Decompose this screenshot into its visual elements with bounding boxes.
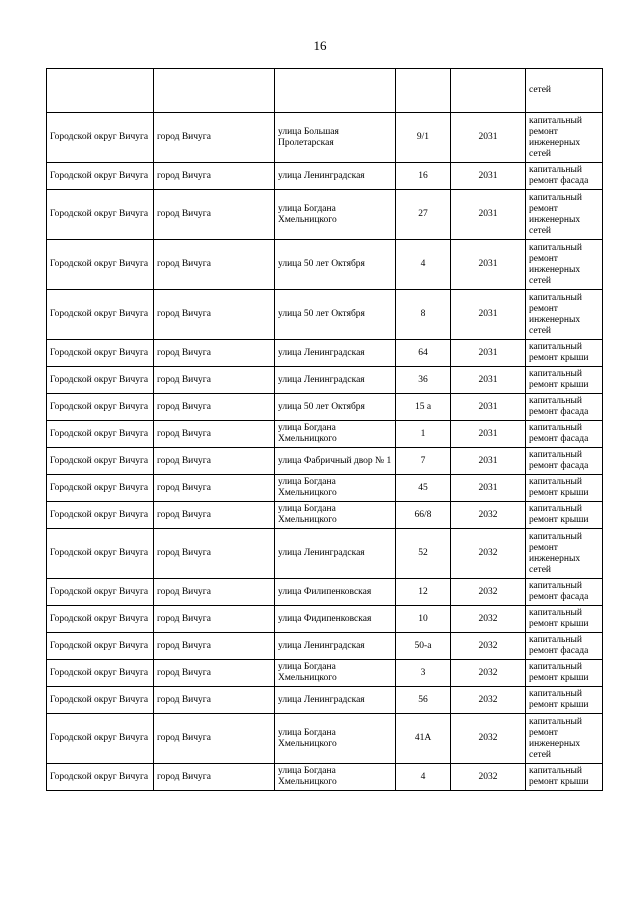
year-cell: 2031 <box>451 290 526 340</box>
settlement-cell: город Вичуга <box>154 163 275 190</box>
table-row <box>47 394 603 421</box>
table-row <box>47 340 603 367</box>
work-cell: капитальный ремонт фасада <box>526 579 603 606</box>
work-cell: сетей <box>526 69 603 113</box>
work-cell: капитальный ремонт фасада <box>526 163 603 190</box>
work-cell: капитальный ремонт инженерных сетей <box>526 113 603 163</box>
street-cell: улица Богдана Хмельницкого <box>275 714 396 764</box>
municipality-cell: Городской округ Вичуга <box>47 660 154 687</box>
street-cell: улица Ленинградская <box>275 687 396 714</box>
work-cell: капитальный ремонт инженерных сетей <box>526 714 603 764</box>
house-cell: 4 <box>396 240 451 290</box>
work-cell: капитальный ремонт крыши <box>526 687 603 714</box>
settlement-cell: город Вичуга <box>154 290 275 340</box>
table-row <box>47 163 603 190</box>
year-cell: 2031 <box>451 421 526 448</box>
year-cell: 2031 <box>451 113 526 163</box>
settlement-cell: город Вичуга <box>154 660 275 687</box>
street-cell: улица Богдана Хмельницкого <box>275 190 396 240</box>
street-cell: улица Ленинградская <box>275 340 396 367</box>
house-cell: 12 <box>396 579 451 606</box>
work-cell: капитальный ремонт крыши <box>526 660 603 687</box>
work-cell: капитальный ремонт фасада <box>526 633 603 660</box>
street-cell: улица Ленинградская <box>275 633 396 660</box>
settlement-cell: город Вичуга <box>154 502 275 529</box>
house-cell: 56 <box>396 687 451 714</box>
registry-table <box>46 68 603 791</box>
house-cell: 36 <box>396 367 451 394</box>
page-number: 16 <box>313 38 327 53</box>
settlement-cell: город Вичуга <box>154 633 275 660</box>
street-cell: улица Богдана Хмельницкого <box>275 502 396 529</box>
municipality-cell: Городской округ Вичуга <box>47 475 154 502</box>
year-cell: 2032 <box>451 764 526 791</box>
house-cell: 27 <box>396 190 451 240</box>
year-cell: 2031 <box>451 394 526 421</box>
settlement-cell: город Вичуга <box>154 394 275 421</box>
street-cell: улица Филипенковская <box>275 579 396 606</box>
work-cell: капитальный ремонт крыши <box>526 606 603 633</box>
settlement-cell: город Вичуга <box>154 448 275 475</box>
municipality-cell: Городской округ Вичуга <box>47 421 154 448</box>
house-cell: 4 <box>396 764 451 791</box>
table-row <box>47 475 603 502</box>
house-cell: 41А <box>396 714 451 764</box>
settlement-cell: город Вичуга <box>154 421 275 448</box>
municipality-cell: Городской округ Вичуга <box>47 633 154 660</box>
street-cell: улица Ленинградская <box>275 529 396 579</box>
work-cell: капитальный ремонт фасада <box>526 394 603 421</box>
house-cell: 7 <box>396 448 451 475</box>
street-cell: улица Фабричный двор № 1 <box>275 448 396 475</box>
street-cell: улица 50 лет Октября <box>275 240 396 290</box>
house-cell: 16 <box>396 163 451 190</box>
table-row <box>47 240 603 290</box>
municipality-cell: Городской округ Вичуга <box>47 190 154 240</box>
year-cell: 2031 <box>451 240 526 290</box>
municipality-cell: Городской округ Вичуга <box>47 687 154 714</box>
street-cell: улица Ленинградская <box>275 163 396 190</box>
year-cell: 2031 <box>451 190 526 240</box>
work-cell: капитальный ремонт крыши <box>526 475 603 502</box>
year-cell: 2032 <box>451 606 526 633</box>
work-cell: капитальный ремонт крыши <box>526 340 603 367</box>
municipality-cell: Городской округ Вичуга <box>47 764 154 791</box>
table-row <box>47 714 603 764</box>
table-row <box>47 502 603 529</box>
street-cell: улица Богдана Хмельницкого <box>275 421 396 448</box>
municipality-cell: Городской округ Вичуга <box>47 367 154 394</box>
settlement-cell: город Вичуга <box>154 529 275 579</box>
year-cell: 2032 <box>451 633 526 660</box>
year-cell: 2032 <box>451 714 526 764</box>
year-cell: 2032 <box>451 579 526 606</box>
settlement-cell: город Вичуга <box>154 687 275 714</box>
municipality-cell: Городской округ Вичуга <box>47 290 154 340</box>
table-row <box>47 579 603 606</box>
settlement-cell: город Вичуга <box>154 606 275 633</box>
table-body <box>47 69 603 791</box>
table-row <box>47 448 603 475</box>
year-cell: 2031 <box>451 340 526 367</box>
municipality-cell: Городской округ Вичуга <box>47 529 154 579</box>
table-row <box>47 606 603 633</box>
table-row <box>47 113 603 163</box>
street-cell: улица 50 лет Октября <box>275 290 396 340</box>
house-cell: 45 <box>396 475 451 502</box>
year-cell: 2031 <box>451 475 526 502</box>
settlement-cell: город Вичуга <box>154 579 275 606</box>
street-cell: улица Ленинградская <box>275 367 396 394</box>
year-cell: 2032 <box>451 529 526 579</box>
municipality-cell: Городской округ Вичуга <box>47 340 154 367</box>
table-row <box>47 764 603 791</box>
municipality-cell <box>47 69 154 113</box>
table-row <box>47 529 603 579</box>
settlement-cell: город Вичуга <box>154 475 275 502</box>
street-cell: улица Богдана Хмельницкого <box>275 660 396 687</box>
house-cell: 52 <box>396 529 451 579</box>
settlement-cell <box>154 69 275 113</box>
table-row <box>47 290 603 340</box>
work-cell: капитальный ремонт фасада <box>526 421 603 448</box>
settlement-cell: город Вичуга <box>154 113 275 163</box>
year-cell <box>451 69 526 113</box>
municipality-cell: Городской округ Вичуга <box>47 502 154 529</box>
street-cell <box>275 69 396 113</box>
work-cell: капитальный ремонт инженерных сетей <box>526 240 603 290</box>
year-cell: 2032 <box>451 502 526 529</box>
street-cell: улица Богдана Хмельницкого <box>275 475 396 502</box>
table-row <box>47 421 603 448</box>
table-row <box>47 633 603 660</box>
settlement-cell: город Вичуга <box>154 367 275 394</box>
work-cell: капитальный ремонт инженерных сетей <box>526 290 603 340</box>
work-cell: капитальный ремонт крыши <box>526 502 603 529</box>
municipality-cell: Городской округ Вичуга <box>47 579 154 606</box>
work-cell: капитальный ремонт инженерных сетей <box>526 190 603 240</box>
house-cell <box>396 69 451 113</box>
house-cell: 66/8 <box>396 502 451 529</box>
year-cell: 2031 <box>451 367 526 394</box>
settlement-cell: город Вичуга <box>154 240 275 290</box>
year-cell: 2032 <box>451 660 526 687</box>
street-cell: улица Богдана Хмельницкого <box>275 764 396 791</box>
table-row <box>47 190 603 240</box>
municipality-cell: Городской округ Вичуга <box>47 113 154 163</box>
house-cell: 8 <box>396 290 451 340</box>
table-row <box>47 687 603 714</box>
municipality-cell: Городской округ Вичуга <box>47 394 154 421</box>
municipality-cell: Городской округ Вичуга <box>47 714 154 764</box>
house-cell: 10 <box>396 606 451 633</box>
work-cell: капитальный ремонт фасада <box>526 448 603 475</box>
street-cell: улица Большая Пролетарская <box>275 113 396 163</box>
work-cell: капитальный ремонт крыши <box>526 764 603 791</box>
year-cell: 2032 <box>451 687 526 714</box>
municipality-cell: Городской округ Вичуга <box>47 240 154 290</box>
municipality-cell: Городской округ Вичуга <box>47 606 154 633</box>
settlement-cell: город Вичуга <box>154 190 275 240</box>
house-cell: 64 <box>396 340 451 367</box>
table-row <box>47 367 603 394</box>
house-cell: 9/1 <box>396 113 451 163</box>
house-cell: 50-а <box>396 633 451 660</box>
settlement-cell: город Вичуга <box>154 340 275 367</box>
settlement-cell: город Вичуга <box>154 714 275 764</box>
street-cell: улица Фидипенковская <box>275 606 396 633</box>
work-cell: капитальный ремонт крыши <box>526 367 603 394</box>
work-cell: капитальный ремонт инженерных сетей <box>526 529 603 579</box>
year-cell: 2031 <box>451 448 526 475</box>
table-row <box>47 660 603 687</box>
year-cell: 2031 <box>451 163 526 190</box>
house-cell: 15 а <box>396 394 451 421</box>
table-row-continuation <box>47 69 603 113</box>
house-cell: 3 <box>396 660 451 687</box>
municipality-cell: Городской округ Вичуга <box>47 163 154 190</box>
street-cell: улица 50 лет Октября <box>275 394 396 421</box>
municipality-cell: Городской округ Вичуга <box>47 448 154 475</box>
settlement-cell: город Вичуга <box>154 764 275 791</box>
house-cell: 1 <box>396 421 451 448</box>
